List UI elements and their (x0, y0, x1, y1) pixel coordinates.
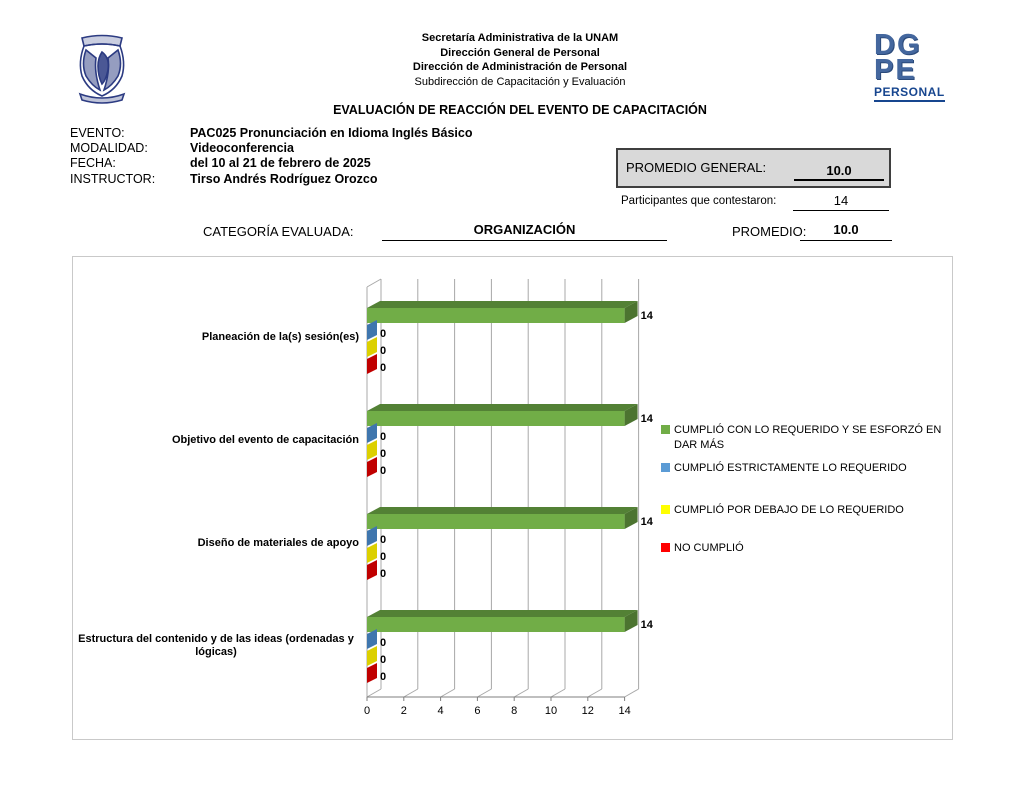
x-tick-label: 10 (544, 705, 558, 717)
fecha-row (70, 156, 472, 171)
x-tick-label: 8 (511, 705, 518, 717)
dgpe-line-2: PE (874, 54, 917, 86)
bar (367, 411, 625, 426)
modalidad-value: Videoconferencia (190, 141, 294, 156)
bar (367, 308, 625, 323)
org-line-1: Secretaría Administrativa de la UNAM (421, 32, 619, 44)
legend-swatch (661, 505, 670, 514)
bar-zero (367, 354, 377, 374)
category-label-2: Objetivo del evento de capacitación (171, 433, 359, 446)
bar-value-label: 0 (380, 465, 387, 477)
legend-swatch (661, 543, 670, 552)
legend-label: CUMPLIÓ POR DEBAJO DE LO REQUERIDO (674, 504, 904, 516)
bar-value-label: 0 (380, 431, 387, 443)
promedio-general-label: PROMEDIO GENERAL: (626, 160, 767, 175)
legend-label: CUMPLIÓ CON LO REQUERIDO Y SE ESFORZÓ EN DAR MÁS (674, 424, 942, 451)
bar-value-label: 0 (380, 448, 387, 460)
bar-zero (367, 560, 377, 580)
x-tick-label: 0 (363, 705, 371, 717)
bar-zero (367, 663, 377, 683)
bar-value-label: 14 (640, 413, 653, 425)
letterhead (320, 31, 720, 89)
org-line-4: Subdirección de Capacitación y Evaluación (414, 75, 626, 88)
promedio-general-value: 10.0 (794, 163, 884, 181)
bar-value-label: 0 (380, 568, 387, 580)
category-label-4: Estructura del contenido y de las ideas (ordenadas y lógicas) (78, 633, 354, 658)
event-info (70, 126, 472, 187)
event-row (70, 126, 472, 141)
dgpe-logo (874, 29, 952, 102)
dgpe-personal-label: PERSONAL (874, 85, 945, 102)
org-line-2: Dirección General de Personal (440, 46, 600, 59)
legend-label: NO CUMPLIÓ (674, 542, 744, 554)
legend-item-1 (661, 423, 946, 453)
org-line-3: Dirección de Administración de Personal (412, 61, 628, 73)
participantes-label: Participantes que contestaron: (621, 195, 777, 207)
bar-top-face (367, 301, 638, 308)
categoria-evaluada-label: CATEGORÍA EVALUADA: (203, 224, 354, 239)
bar-top-face (367, 610, 638, 617)
bar-value-label: 14 (640, 619, 653, 631)
promedio-general-box (616, 148, 891, 188)
bar-value-label: 14 (640, 516, 653, 528)
x-tick-label: 2 (400, 705, 407, 717)
bar-zero (367, 440, 377, 460)
x-tick-label: 14 (618, 705, 631, 717)
modalidad-row (70, 141, 472, 156)
bar (367, 617, 625, 632)
instructor-value: Tirso Andrés Rodríguez Orozco (190, 171, 378, 186)
bar-value-label: 0 (380, 362, 387, 374)
bar-value-label: 0 (380, 328, 387, 340)
bar-zero (367, 543, 377, 563)
dgpe-letters (874, 29, 952, 86)
bar-value-label: 0 (380, 654, 387, 666)
unam-crest-logo (74, 32, 130, 104)
bar-top-face (367, 507, 638, 514)
legend-label: CUMPLIÓ ESTRICTAMENTE LO REQUERIDO (674, 462, 907, 474)
categoria-evaluada-value: ORGANIZACIÓN (382, 222, 667, 241)
bar (367, 514, 625, 529)
bar-chart (72, 256, 953, 740)
legend-swatch (661, 463, 670, 472)
x-tick-label: 4 (437, 705, 444, 717)
bar-value-label: 0 (380, 534, 387, 546)
promedio-label: PROMEDIO: (732, 224, 807, 239)
event-label: EVENTO: (70, 126, 125, 140)
instructor-label: INSTRUCTOR: (70, 171, 156, 186)
document-title: EVALUACIÓN DE REACCIÓN DEL EVENTO DE CAPACITACIÓN (333, 103, 707, 117)
bar-value-label: 0 (380, 551, 387, 563)
legend-swatch (661, 425, 670, 434)
bar-zero (367, 646, 377, 666)
x-tick-label: 6 (474, 705, 481, 717)
fecha-label: FECHA: (70, 156, 116, 171)
unam-crest-icon (74, 32, 130, 104)
event-value: PAC025 Pronunciación en Idioma Inglés Básico (190, 126, 473, 140)
legend-item-2 (661, 461, 907, 476)
category-label-1: Planeación de la(s) sesión(es) (201, 330, 359, 343)
participantes-value: 14 (793, 193, 889, 211)
category-label-3: Diseño de materiales de apoyo (197, 536, 359, 549)
bar-value-label: 0 (380, 345, 387, 357)
promedio-value: 10.0 (800, 222, 892, 241)
bar-zero (367, 457, 377, 477)
legend-item-4 (661, 541, 744, 556)
bar-value-label: 0 (380, 671, 387, 683)
bar-zero (367, 337, 377, 357)
fecha-value: del 10 al 21 de febrero de 2025 (190, 156, 371, 171)
dgpe-line-1: DG (874, 29, 922, 61)
bar-top-face (367, 404, 638, 411)
x-tick-label: 12 (581, 705, 594, 717)
instructor-row (70, 172, 472, 187)
legend-item-3 (661, 503, 904, 518)
bar-value-label: 14 (640, 310, 653, 322)
modalidad-label: MODALIDAD: (70, 141, 148, 156)
bar-value-label: 0 (380, 637, 387, 649)
